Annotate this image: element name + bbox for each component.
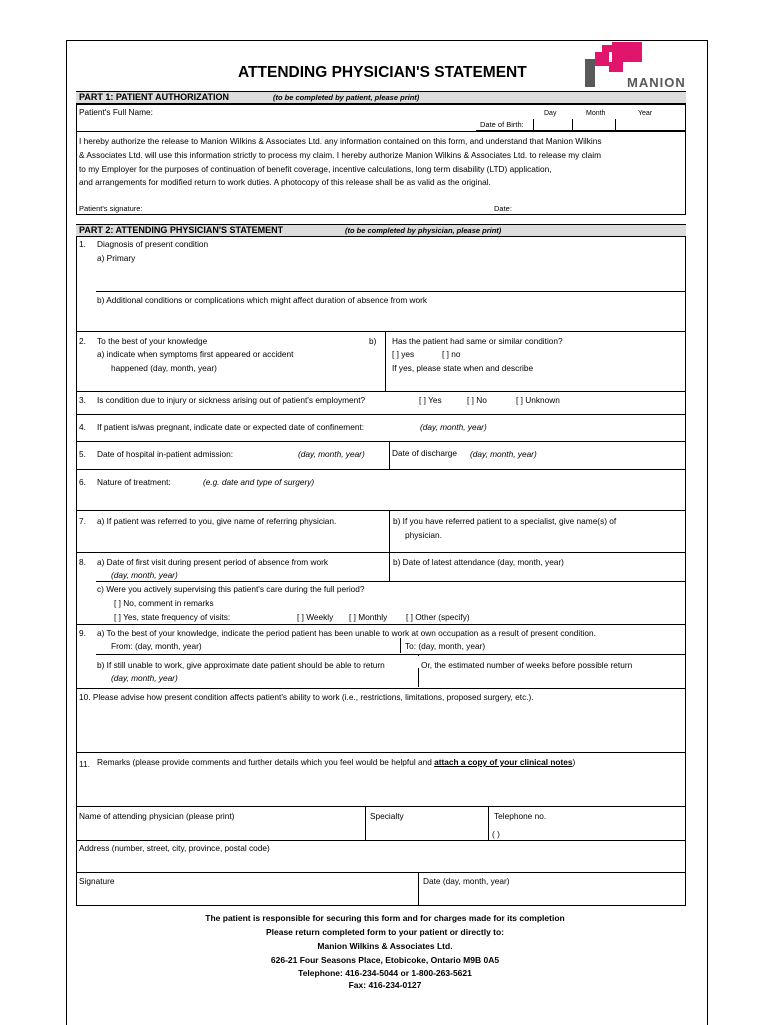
full-name-input[interactable] [170, 106, 470, 118]
q8c-weekly-checkbox[interactable]: [ ] Weekly [297, 612, 334, 622]
q2b-describe: If yes, please state when and describe [392, 363, 534, 373]
q8c-yes-checkbox[interactable]: [ ] Yes, state frequency of visits: [114, 612, 231, 622]
q11-clinical-notes: attach a copy of your clinical notes [434, 757, 573, 767]
manion-logo [585, 42, 700, 92]
q9b-hint: (day, month, year) [111, 673, 178, 683]
q3-yes-checkbox[interactable]: [ ] Yes [419, 395, 442, 405]
footer-line-1: The patient is responsible for securing this form and for charges made for its completion [205, 913, 565, 923]
signature-label: Signature [79, 876, 115, 886]
dob-month-label: Month [586, 110, 606, 117]
part1-heading: PART 1: PATIENT AUTHORIZATION [79, 92, 229, 102]
q10-input[interactable] [80, 704, 682, 748]
telephone-area-code: ( ) [492, 829, 500, 839]
q8a-label: a) Date of first visit during present period of absence from work [97, 557, 329, 567]
footer-line-4: 626-21 Four Seasons Place, Etobicoke, Ontario M9B 0A5 [270, 955, 500, 965]
q1-number: 1. [79, 239, 86, 249]
q3-unknown-checkbox[interactable]: [ ] Unknown [516, 395, 560, 405]
footer-line-5: Telephone: 416-234-5044 or 1-800-263-5621 [298, 968, 472, 978]
q9-number: 9. [79, 628, 86, 638]
patient-signature-label: Patient's signature: [79, 204, 143, 213]
address-input[interactable] [80, 855, 682, 870]
q2b-label: b) [369, 336, 377, 346]
q11-end: ) [572, 757, 576, 767]
q2b-yes-checkbox[interactable]: [ ] yes [392, 349, 415, 359]
q7b-line1: b) If you have referred patient to a specialist, give name(s) of [393, 516, 617, 526]
full-name-label: Patient's Full Name: [79, 107, 153, 117]
q2-label: To the best of your knowledge [97, 336, 208, 346]
auth-line-1: I hereby authorize the release to Manion Wilkins & Associates Ltd. any information contained on this form, and understand that Manion Wilkins [79, 136, 602, 146]
telephone-label: Telephone no. [494, 811, 547, 821]
q4-label: If patient is/was pregnant, indicate date or expected date of confinement: [97, 422, 365, 432]
footer-line-3: Manion Wilkins & Associates Ltd. [317, 941, 453, 951]
q8b-label: b) Date of latest attendance (day, month, year) [393, 557, 564, 567]
specialty-label: Specialty [370, 811, 404, 821]
q1a-label: a) Primary [97, 253, 136, 263]
q5-label: Date of hospital in-patient admission: [97, 449, 234, 459]
q8a-hint: (day, month, year) [111, 570, 178, 580]
q1b-label: b) Additional conditions or complications which might affect duration of absence from work [97, 295, 428, 305]
part2-heading: PART 2: ATTENDING PHYSICIAN'S STATEMENT [79, 225, 284, 235]
signature-date-input[interactable] [422, 886, 682, 904]
q1a-primary-input[interactable] [97, 264, 682, 288]
q4-hint: (day, month, year) [420, 422, 487, 432]
part1-note: (to be completed by patient, please print) [273, 93, 420, 102]
q8c-other-checkbox[interactable]: [ ] Other (specify) [406, 612, 470, 622]
q3-label: Is condition due to injury or sickness arising out of patient's employment? [97, 395, 366, 405]
q9b-or-label: Or, the estimated number of weeks before possible return [421, 660, 633, 670]
dob-day-label: Day [544, 110, 557, 117]
q9-from-label: From: (day, month, year) [111, 641, 202, 651]
dob-month-input[interactable] [573, 119, 614, 130]
signature-date-label: Date (day, month, year) [423, 876, 510, 886]
page-title: ATTENDING PHYSICIAN'S STATEMENT [238, 64, 527, 81]
q9b-label: b) If still unable to work, give approximate date patient should be able to return [97, 660, 385, 670]
q11-text: Remarks (please provide comments and further details which you feel would be helpful and [97, 757, 435, 767]
q5-hint: (day, month, year) [298, 449, 365, 459]
q5-discharge-hint: (day, month, year) [470, 449, 537, 459]
footer-line-2: Please return completed form to your patient or directly to: [265, 927, 505, 937]
q8-number: 8. [79, 557, 86, 567]
auth-line-3: to my Employer for the purposes of continuation of benefit coverage, incentive calculations, long term disability (LTD) application, [79, 164, 552, 174]
q8c-monthly-checkbox[interactable]: [ ] Monthly [349, 612, 388, 622]
q2a-line2: happened (day, month, year) [111, 363, 217, 373]
dob-year-label: Year [638, 110, 653, 117]
q6-number: 6. [79, 477, 86, 487]
patient-date-label: Date: [494, 204, 512, 213]
q6-treatment-input[interactable] [97, 489, 682, 507]
q2-number: 2. [79, 336, 86, 346]
q11-remarks-input[interactable] [80, 770, 682, 804]
auth-line-4: and arrangements for modified return to work duties. A photocopy of this release shall be as valid as the original. [79, 177, 491, 187]
dob-label: Date of Birth: [480, 120, 524, 129]
specialty-input[interactable] [368, 822, 484, 838]
logo-wordmark: MANION [627, 75, 686, 90]
q11-label [97, 757, 575, 767]
q7a-label: a) If patient was referred to you, give name of referring physician. [97, 516, 337, 526]
q3-number: 3. [79, 395, 86, 405]
dob-day-input[interactable] [534, 119, 571, 130]
footer-line-6: Fax: 416-234-0127 [348, 980, 422, 990]
physician-name-input[interactable] [80, 822, 360, 838]
q5-number: 5. [79, 449, 86, 459]
physician-signature-input[interactable] [80, 886, 410, 904]
q10-label: 10. Please advise how present condition affects patient's ability to work (i.e., restrictions, limitations, proposed surgery, etc.). [79, 692, 534, 702]
q5-discharge-label: Date of discharge [392, 448, 458, 458]
q9a-label: a) To the best of your knowledge, indicate the period patient has been unable to work at own occupation as a result of present condition. [97, 628, 596, 638]
physician-name-label: Name of attending physician (please print) [79, 811, 235, 821]
patient-date-input[interactable] [515, 198, 680, 213]
dob-year-input[interactable] [616, 119, 685, 130]
telephone-input[interactable] [492, 822, 682, 838]
q2b-no-checkbox[interactable]: [ ] no [442, 349, 461, 359]
q8c-no-checkbox[interactable]: [ ] No, comment in remarks [114, 598, 214, 608]
q2b-question: Has the patient had same or similar condition? [392, 336, 563, 346]
q6-hint: (e.g. date and type of surgery) [203, 477, 315, 487]
q8c-label: c) Were you actively supervising this patient's care during the full period? [97, 584, 365, 594]
part2-note: (to be completed by physician, please print) [345, 226, 502, 235]
q1-label: Diagnosis of present condition [97, 239, 209, 249]
q2a-line1: a) indicate when symptoms first appeared or accident [97, 349, 294, 359]
patient-signature-input[interactable] [150, 198, 480, 213]
address-label: Address (number, street, city, province, postal code) [79, 843, 270, 853]
q4-date-input[interactable] [400, 416, 680, 438]
q1b-additional-input[interactable] [97, 307, 682, 329]
q7b-line2: physician. [405, 530, 442, 540]
q6-label: Nature of treatment: [97, 477, 171, 487]
q11-number: 11. [79, 759, 90, 769]
q4-number: 4. [79, 422, 86, 432]
auth-line-2: & Associates Ltd. will use this information strictly to process my claim. I hereby authorize Manion Wilkins & Associates Ltd. to release my claim [79, 150, 601, 160]
q3-no-checkbox[interactable]: [ ] No [467, 395, 487, 405]
q7-number: 7. [79, 516, 86, 526]
q9-to-label: To: (day, month, year) [405, 641, 486, 651]
